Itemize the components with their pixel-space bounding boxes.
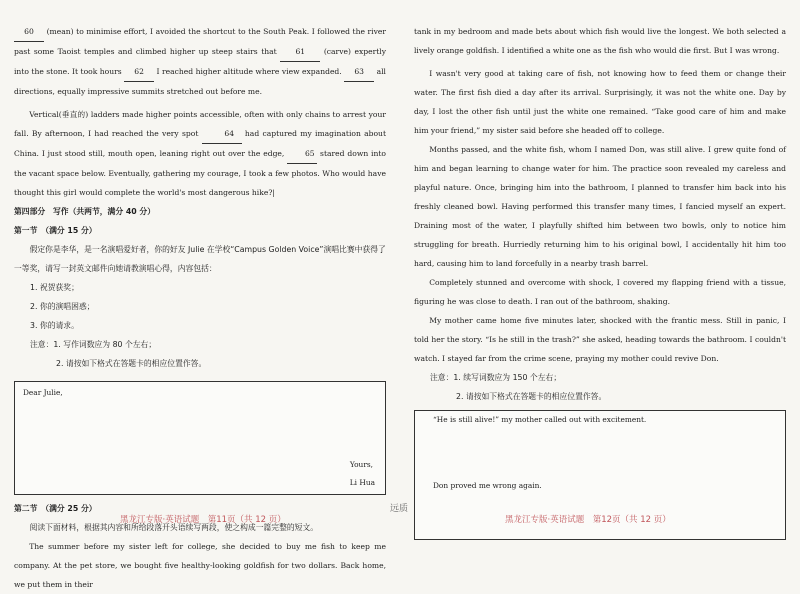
- passage-text: all directions, equally impressive summits stretched out before me.: [14, 67, 386, 96]
- passage-paragraph-1: [14, 22, 386, 101]
- letter-signature: Li Hua: [349, 478, 375, 487]
- passage-text: (carve) expertly into the stone. It took hours: [14, 47, 387, 76]
- passage-text: (mean) to minimise effort, I avoided the shortcut to the South Peak. I followed the river past some Taoist temples and climbed higher up steep stairs that: [14, 27, 386, 56]
- passage-paragraph-2: [14, 105, 386, 202]
- letter-closing: Yours,: [349, 460, 373, 469]
- story-paragraph-3: Months passed, and the white fish, whom I named Don, was still alive. I grew quite fond of him and began learning to change water for him. The practice soon revealed my careless and playful nature. Once, bringing him into the bathroom, I planned to transfer him back into his freshly cleaned bowl. Having performed this transfer many times, I fancied myself an expert. Draining most of the water, I playfully shifted him between two bowls, only to notice him struggling for breath. Hurriedly returning him to his original bowl, I accidentally hit him too hard, causing him to land forcefully in a nearby trash barrel.: [414, 145, 786, 268]
- page-footer-right: 黑龙江专版·英语试题 第12页（共 12 页）: [505, 515, 671, 525]
- blank-63[interactable]: 63: [344, 62, 374, 82]
- letter-salutation: Dear Julie,: [23, 388, 63, 397]
- page-footer-left: 黑龙江专版·英语试题 第11页（共 12 页）: [120, 515, 286, 525]
- center-mark: 远质: [390, 504, 409, 514]
- section1-item-1: 1. 祝贺获奖；: [30, 283, 79, 292]
- passage-text: I reached higher altitude where view expanded.: [154, 67, 345, 76]
- section2-title: 第二节 （满分 25 分）: [14, 504, 97, 513]
- story-opening: The summer before my sister left for college, she decided to buy me fish to keep me company. At the pet store, we bought five healthy-looking goldfish for two dollars. Back home, we put them in their: [14, 542, 386, 589]
- blank-61[interactable]: 61: [280, 42, 320, 62]
- continuation-note-1: 注意：1. 续写词数应为 150 个左右；: [430, 373, 562, 382]
- passage-text: Vertical(垂直的) ladders made higher points accessible, often with only chains to arrest your fall. By afternoon, I had reached the very spot: [14, 110, 386, 138]
- section1-note-2: 2. 请按如下格式在答题卡的相应位置作答。: [56, 359, 207, 368]
- box-opening-line-1: “He is still alive!” my mother called out with excitement.: [433, 415, 647, 424]
- part4-title: 第四部分 写作（共两节，满分 40 分）: [14, 207, 156, 216]
- story-paragraph-2: I wasn't very good at taking care of fish, not knowing how to feed them or change their water. The first fish died a day after its arrival. Surprisingly, it was not the white one. Day by day, I lost the other fish until just the white one remained. “Take good care of him and make him your friend,” my sister said before she headed off to college.: [414, 69, 786, 135]
- blank-65[interactable]: 65: [287, 144, 317, 164]
- right-column: [414, 0, 786, 540]
- passage-text: had captured my imagination about China. I just stood still, mouth open, leaning right out over the edge,: [14, 129, 386, 158]
- blank-60[interactable]: 60: [14, 22, 44, 42]
- blank-64[interactable]: 64: [202, 124, 242, 144]
- section1-item-3: 3. 你的请求。: [30, 321, 79, 330]
- blank-62[interactable]: 62: [124, 62, 154, 82]
- section1-item-2: 2. 你的演唱困惑；: [30, 302, 95, 311]
- left-column: [14, 0, 386, 594]
- story-paragraph-5: My mother came home five minutes later, shocked with the frantic mess. Still in panic, I told her the story. “Is he still in the trash?” she asked, heading towards the bathroom. I couldn't watch. I stayed far from the crime scene, praying my mother could revive Don.: [414, 316, 786, 363]
- continuation-note-2: 2. 请按如下格式在答题卡的相应位置作答。: [456, 392, 607, 401]
- story-paragraph-1: tank in my bedroom and made bets about which fish would live the longest. We both selected a lively orange goldfish. I identified a white one as the fish who would die first. But I was wrong.: [414, 27, 786, 55]
- story-paragraph-4: Completely stunned and overcome with shock, I covered my flapping friend with a tissue, figuring he was close to death. I ran out of the bathroom, shaking.: [414, 278, 786, 306]
- section1-title: 第一节 （满分 15 分）: [14, 226, 97, 235]
- section1-note-1: 注意：1. 写作词数应为 80 个左右；: [30, 340, 157, 349]
- section2-prompt: 阅读下面材料，根据其内容和所给段落开头语续写两段，使之构成一篇完整的短文。: [29, 523, 319, 532]
- letter-answer-box[interactable]: [14, 381, 386, 495]
- passage-text: stared down into the vacant space below. Eventually, gathering my courage, I took a few photos. Who would have thought this girl would complete the world's most dangerous hike?|: [14, 149, 387, 197]
- box-opening-line-2: Don proved me wrong again.: [433, 481, 542, 490]
- section1-prompt: 假定你是李华，是一名演唱爱好者，你的好友 Julie 在学校“Campus Golden Voice”演唱比赛中获得了一等奖，请写一封英文邮件向她请教演唱心得，内容包括：: [14, 245, 386, 273]
